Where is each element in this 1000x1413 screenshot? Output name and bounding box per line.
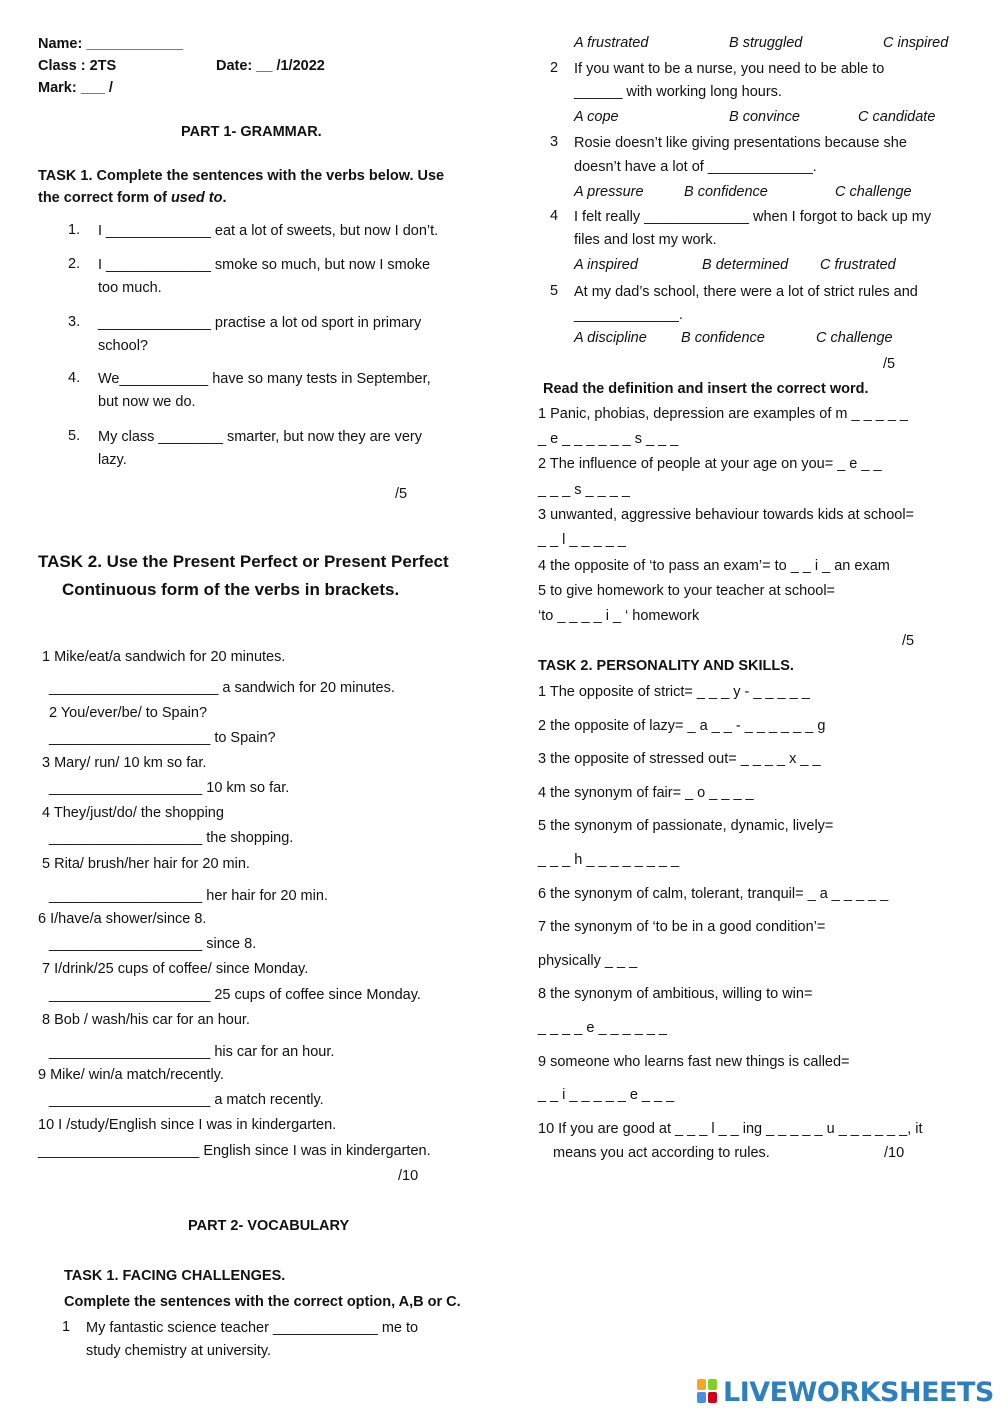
definitions-score: /5	[902, 633, 915, 649]
option-c: C inspired	[883, 35, 949, 51]
task2-title-line2: Continuous form of the verbs in brackets.	[62, 580, 400, 599]
task1-instruction-line1: TASK 1. Complete the sentences with the verbs below. Use	[38, 168, 445, 184]
task2-prompt: 8 Bob / wash/his car for an hour.	[42, 1012, 250, 1028]
vocab-item-text: ______ with working long hours.	[574, 84, 782, 100]
task1-score: /5	[395, 486, 408, 502]
vocab-item-number: 2	[550, 60, 559, 76]
vocab-item-text: doesn’t have a lot of _____________.	[574, 159, 817, 175]
personality-line: _ _ _ _ e _ _ _ _ _ _	[538, 1020, 667, 1036]
vocab-item-text: If you want to be a nurse, you need to be able to	[574, 61, 885, 77]
definition-line: _ _ _ s _ _ _ _	[538, 482, 630, 498]
definition-line: 3 unwanted, aggressive behaviour towards kids at school=	[538, 507, 915, 523]
vocab-item-text: Rosie doesn’t like giving presentations because she	[574, 135, 907, 151]
vocab-item-text: I felt really _____________ when I forgot to back up my	[574, 209, 932, 225]
personality-line: means you act according to rules.	[553, 1145, 770, 1161]
part1-title: PART 1- GRAMMAR.	[181, 124, 322, 140]
definition-line: _ e _ _ _ _ _ _ s _ _ _	[538, 431, 679, 447]
task2-answer-line: ___________________ since 8.	[49, 936, 257, 952]
option-c: C candidate	[858, 109, 936, 125]
option-a: A frustrated	[574, 35, 649, 51]
vocab-item-text: At my dad’s school, there were a lot of strict rules and	[574, 284, 918, 300]
task2-answer-line: ____________________ 25 cups of coffee since Monday.	[49, 987, 421, 1003]
option-c: C challenge	[816, 330, 893, 346]
vocab-item-number: 3	[550, 134, 559, 150]
task2-prompt: 4 They/just/do/ the shopping	[42, 805, 224, 821]
task2-answer-line: ____________________ his car for an hour.	[49, 1044, 335, 1060]
task2-prompt: 10 I /study/English since I was in kindergarten.	[38, 1117, 337, 1133]
class-label: Class : 2TS	[38, 58, 117, 74]
personality-line: 5 the synonym of passionate, dynamic, lively=	[538, 818, 834, 834]
personality-line: _ _ _ h _ _ _ _ _ _ _ _	[538, 852, 680, 868]
personality-line: 4 the synonym of fair= _ o _ _ _ _	[538, 785, 754, 801]
name-field-label: Name: ____________	[38, 36, 184, 52]
vocab-task1-instruction: Complete the sentences with the correct option, A,B or C.	[64, 1294, 461, 1310]
vocab-item-text: _____________.	[574, 307, 683, 323]
task2-answer-line: ____________________ a match recently.	[49, 1092, 324, 1108]
definition-line: 1 Panic, phobias, depression are examples of m _ _ _ _ _	[538, 406, 908, 422]
task2-answer-line: ___________________ the shopping.	[49, 830, 294, 846]
liveworksheets-logo	[697, 1377, 994, 1407]
definition-line: _ _ l _ _ _ _ _	[538, 532, 626, 548]
task2-answer-line: ____________________ English since I was in kindergarten.	[38, 1143, 431, 1159]
option-c: C challenge	[835, 184, 912, 200]
option-b: B confidence	[684, 184, 768, 200]
vocab-task1-score: /5	[883, 356, 896, 372]
task1-item-text: I _____________ eat a lot of sweets, but now I don’t.	[98, 223, 439, 239]
definition-line: 5 to give homework to your teacher at school=	[538, 583, 836, 599]
task1-item-text: We___________ have so many tests in September,	[98, 371, 431, 387]
task2-answer-line: ____________________ to Spain?	[49, 730, 276, 746]
definition-line: 4 the opposite of ‘to pass an exam’= to _ _ i _ an exam	[538, 558, 890, 574]
task1-item-number: 2.	[68, 256, 81, 272]
date-label: Date: __ /1/2022	[216, 58, 325, 74]
task2-prompt: 9 Mike/ win/a match/recently.	[38, 1067, 224, 1083]
personality-score: /10	[884, 1145, 905, 1161]
liveworksheets-logo-text: LIVEWORKSHEETS	[723, 1376, 994, 1408]
vocab-task2-title: TASK 2. PERSONALITY AND SKILLS.	[538, 658, 794, 674]
task2-answer-line: _____________________ a sandwich for 20 minutes.	[49, 680, 395, 696]
task2-title-line1: TASK 2. Use the Present Perfect or Present Perfect	[38, 552, 449, 571]
option-b: B struggled	[729, 35, 803, 51]
part2-title: PART 2- VOCABULARY	[188, 1218, 350, 1234]
task1-item-text: lazy.	[98, 452, 127, 468]
personality-line: 9 someone who learns fast new things is called=	[538, 1054, 850, 1070]
task1-item-text: but now we do.	[98, 394, 196, 410]
task1-item-text: My class ________ smarter, but now they are very	[98, 429, 422, 445]
task1-item-text: ______________ practise a lot od sport in primary	[98, 315, 422, 331]
personality-line: _ _ i _ _ _ _ _ e _ _ _	[538, 1087, 675, 1103]
task1-item-text: school?	[98, 338, 148, 354]
option-b: B confidence	[681, 330, 765, 346]
option-a: A cope	[574, 109, 619, 125]
task1-instruction-line2: the correct form of used to.	[38, 190, 227, 206]
personality-line: 7 the synonym of ‘to be in a good condition’=	[538, 919, 826, 935]
vocab-item-text: study chemistry at university.	[86, 1343, 272, 1359]
personality-line: 2 the opposite of lazy= _ a _ _ - _ _ _ _ _ _ g	[538, 718, 826, 734]
option-a: A discipline	[574, 330, 647, 346]
option-a: A inspired	[574, 257, 638, 273]
option-c: C frustrated	[820, 257, 896, 273]
vocab-task1-title: TASK 1. FACING CHALLENGES.	[64, 1268, 286, 1284]
vocab-item-number: 4	[550, 208, 559, 224]
task2-prompt: 2 You/ever/be/ to Spain?	[49, 705, 208, 721]
task1-item-number: 3.	[68, 314, 81, 330]
personality-line: 1 The opposite of strict= _ _ _ y - _ _ _ _ _	[538, 684, 810, 700]
personality-line: physically _ _ _	[538, 953, 638, 969]
task2-prompt: 1 Mike/eat/a sandwich for 20 minutes.	[42, 649, 286, 665]
definition-line: 2 The influence of people at your age on you= _ e _ _	[538, 456, 882, 472]
task2-prompt: 3 Mary/ run/ 10 km so far.	[42, 755, 207, 771]
task2-prompt: 5 Rita/ brush/her hair for 20 min.	[42, 856, 250, 872]
task2-prompt: 7 I/drink/25 cups of coffee/ since Monday.	[42, 961, 309, 977]
definitions-title: Read the definition and insert the correct word.	[543, 381, 869, 397]
task2-answer-line: ___________________ 10 km so far.	[49, 780, 290, 796]
task1-item-number: 5.	[68, 428, 81, 444]
personality-line: 6 the synonym of calm, tolerant, tranquil= _ a _ _ _ _ _	[538, 886, 889, 902]
task1-item-text: I _____________ smoke so much, but now I smoke	[98, 257, 431, 273]
task2-prompt: 6 I/have/a shower/since 8.	[38, 911, 207, 927]
vocab-item-text: files and lost my work.	[574, 232, 717, 248]
vocab-item-text: My fantastic science teacher _____________ me to	[86, 1320, 419, 1336]
option-b: B convince	[729, 109, 800, 125]
vocab-item-number: 1	[62, 1319, 71, 1335]
personality-line: 8 the synonym of ambitious, willing to win=	[538, 986, 813, 1002]
vocab-item-number: 5	[550, 283, 559, 299]
personality-line: 3 the opposite of stressed out= _ _ _ _ x _ _	[538, 751, 821, 767]
task2-score: /10	[398, 1168, 419, 1184]
option-a: A pressure	[574, 184, 644, 200]
task2-answer-line: ___________________ her hair for 20 min.	[49, 888, 328, 904]
liveworksheets-logo-icon	[697, 1379, 719, 1405]
option-b: B determined	[702, 257, 789, 273]
personality-line: 10 If you are good at _ _ _ l _ _ ing _ _ _ _ _ u _ _ _ _ _ _, it	[538, 1121, 923, 1137]
mark-label: Mark: ___ /	[38, 80, 113, 96]
definition-line: ‘to _ _ _ _ i _ ‘ homework	[538, 608, 700, 624]
task1-item-text: too much.	[98, 280, 162, 296]
task1-item-number: 4.	[68, 370, 81, 386]
task1-item-number: 1.	[68, 222, 81, 238]
